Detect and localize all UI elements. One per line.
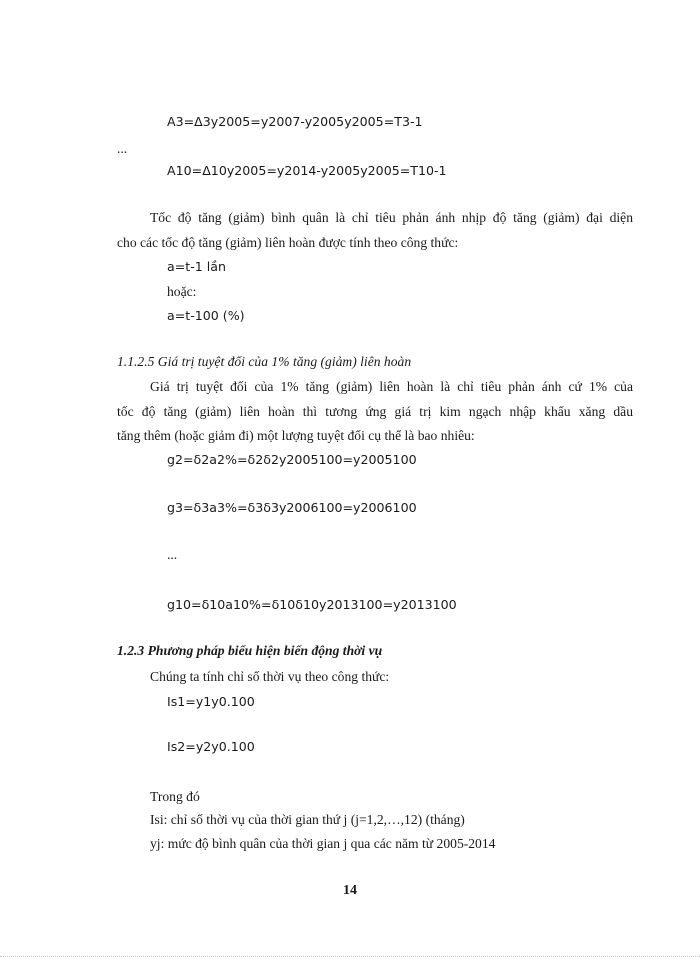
paragraph-line: tốc độ tăng (giảm) liên hoàn thì tương ứng giá trị kim ngạch nhập khẩu xăng dầu (117, 404, 633, 419)
section-heading: 1.2.3 Phương pháp biểu hiện biến động thời vụ (117, 643, 383, 658)
paragraph-line: Chúng ta tính chỉ số thời vụ theo công thức: (150, 669, 390, 684)
paragraph-line: Tốc độ tăng (giảm) bình quân là chỉ tiêu phản ánh nhịp độ tăng (giảm) đại diện (150, 210, 633, 225)
equation-g2: g2=δ2a2%=δ2δ2y2005100=y2005100 (167, 452, 417, 467)
paragraph-line: cho các tốc độ tăng (giảm) liên hoàn được tính theo công thức: (117, 235, 459, 250)
paragraph-line: Giá trị tuyệt đối của 1% tăng (giảm) liên hoàn là chỉ tiêu phản ánh cứ 1% của (150, 379, 633, 394)
equation-g10: g10=δ10a10%=δ10δ10y2013100=y2013100 (167, 597, 457, 612)
equation-is2: Is2=y2y0.100 (167, 739, 255, 754)
page-number: 14 (343, 883, 357, 898)
definition-yj: yj: mức độ bình quân của thời gian j qua các năm từ 2005-2014 (150, 836, 496, 851)
equation-is1: Is1=y1y0.100 (167, 694, 255, 709)
where-label: Trong đó (150, 789, 200, 804)
equation-a-percent: a=t-100 (%) (167, 308, 245, 323)
equation-a10: A10=Δ10y2005=y2014-y2005y2005=T10-1 (167, 163, 447, 178)
definition-isi: Isi: chỉ số thời vụ của thời gian thứ j (j=1,2,…,12) (tháng) (150, 812, 465, 827)
ellipsis: ... (117, 141, 128, 156)
or-word: hoặc: (167, 284, 197, 299)
paragraph-line: tăng thêm (hoặc giảm đi) một lượng tuyệt đối cụ thể là bao nhiêu: (117, 428, 475, 443)
section-heading: 1.1.2.5 Giá trị tuyệt đối của 1% tăng (giảm) liên hoàn (117, 354, 412, 369)
equation-g3: g3=δ3a3%=δ3δ3y2006100=y2006100 (167, 500, 417, 515)
page-edge-divider (0, 956, 700, 957)
equation-a3: A3=Δ3y2005=y2007-y2005y2005=T3-1 (167, 114, 423, 129)
equation-a-ratio: a=t-1 lần (167, 259, 226, 274)
ellipsis: ... (167, 547, 178, 562)
